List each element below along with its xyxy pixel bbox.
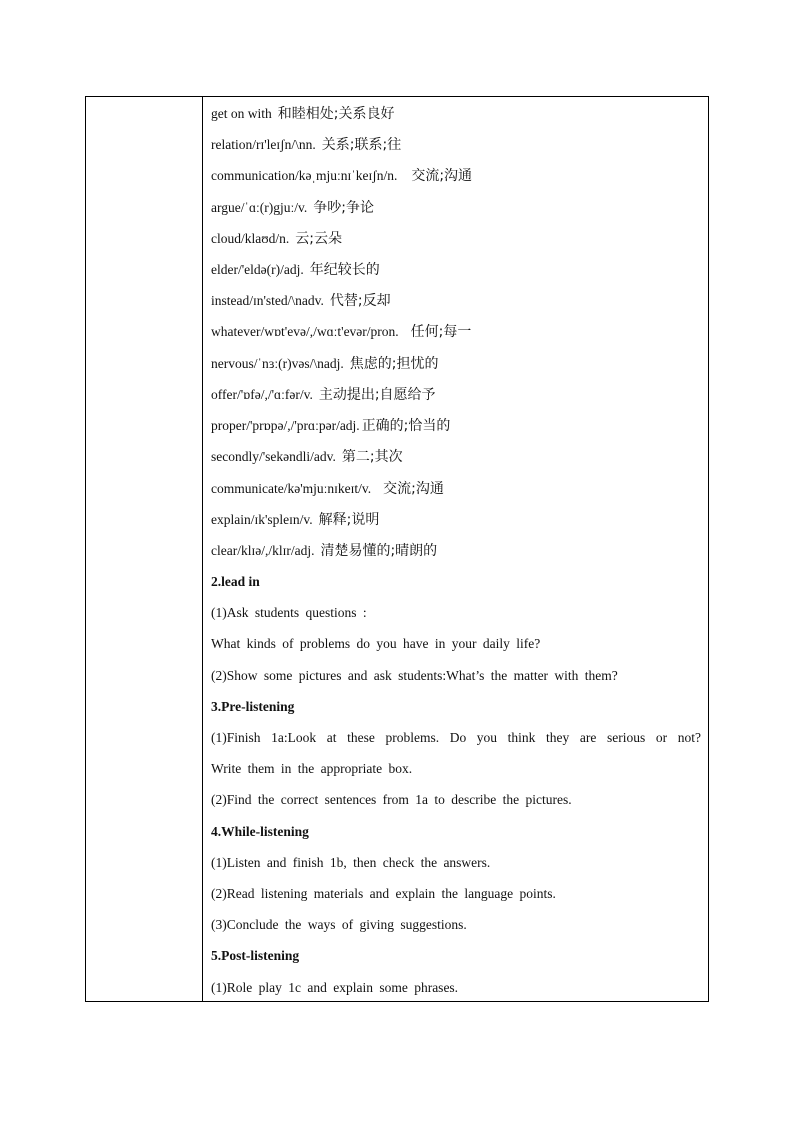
vocab-meaning: 年纪较长的 xyxy=(309,262,380,278)
vocab-item xyxy=(211,323,471,341)
vocab-term: communicate/kə'mjuːnɪkeɪt/v. xyxy=(211,481,372,496)
section-heading: 3.Pre-listening xyxy=(211,699,295,714)
while-listening-item: (2)Read listening materials and explain the language points. xyxy=(211,886,556,901)
vocab-meaning: 争吵;争论 xyxy=(313,200,374,216)
vocab-item xyxy=(211,386,436,404)
vocab-meaning: 和睦相处;关系良好 xyxy=(277,106,395,122)
section-heading: 5.Post-listening xyxy=(211,948,300,963)
vocab-term: relation/rɪ'leɪʃn/\nn. xyxy=(211,137,316,152)
while-listening-item: (3)Conclude the ways of giving suggestions. xyxy=(211,917,467,932)
vocab-meaning: 任何;每一 xyxy=(410,324,472,340)
vocab-meaning: 云;云朵 xyxy=(295,231,342,247)
left-column-cell xyxy=(86,97,203,1001)
vocab-meaning: 第二;其次 xyxy=(341,449,403,465)
vocab-term: explain/ɪk'spleɪn/v. xyxy=(211,512,313,527)
content-cell xyxy=(203,97,708,1001)
post-listening-item: (1)Role play 1c and explain some phrases. xyxy=(211,980,459,995)
lead-in-item: (2)Show some pictures and ask students:What’s the matter with them? xyxy=(211,668,618,683)
pre-listening-item: (1)Finish 1a:Look at these problems. Do you think they are serious or not? xyxy=(211,730,701,745)
vocab-item xyxy=(211,136,401,154)
vocab-meaning: 交流;沟通 xyxy=(383,481,444,497)
lead-in-item: (1)Ask students questions : xyxy=(211,605,367,620)
vocab-term: whatever/wɒt'evə/,/wɑːt'evər/pron. xyxy=(211,324,399,339)
vocab-item xyxy=(211,417,450,435)
vocab-term: clear/klɪə/,/klɪr/adj. xyxy=(211,543,315,558)
vocab-meaning: 解释;说明 xyxy=(318,512,380,528)
vocab-item xyxy=(211,448,403,466)
while-listening-item: (1)Listen and finish 1b, then check the answers. xyxy=(211,855,491,870)
section-heading: 2.lead in xyxy=(211,574,260,589)
section-heading: 4.While-listening xyxy=(211,824,309,839)
vocab-meaning: 交流;沟通 xyxy=(411,168,473,184)
vocab-item xyxy=(211,355,438,373)
vocab-term: secondly/'sekəndli/adv. xyxy=(211,449,336,464)
vocab-item xyxy=(211,292,391,310)
vocab-item xyxy=(211,105,394,123)
vocab-term: get on with xyxy=(211,106,272,121)
vocab-term: cloud/klaʊd/n. xyxy=(211,231,290,246)
vocab-item xyxy=(211,199,374,217)
vocab-term: proper/'prɒpə/,/'prɑːpər/adj. xyxy=(211,418,360,433)
vocab-meaning: 关系;联系;往 xyxy=(321,137,402,153)
vocab-meaning: 正确的;恰当的 xyxy=(361,418,451,434)
vocab-item xyxy=(211,261,380,279)
vocab-term: offer/'ɒfə/,/'ɑːfər/v. xyxy=(211,387,313,402)
vocab-item xyxy=(211,511,379,529)
lead-in-question: What kinds of problems do you have in your daily life? xyxy=(211,636,541,651)
vocab-item xyxy=(211,230,342,248)
vocab-meaning: 焦虑的;担忧的 xyxy=(349,356,439,372)
pre-listening-item: (2)Find the correct sentences from 1a to describe the pictures. xyxy=(211,792,572,807)
vocab-meaning: 代替;反却 xyxy=(329,293,391,309)
pre-listening-item-cont: Write them in the appropriate box. xyxy=(211,761,413,776)
lesson-table xyxy=(85,96,709,1002)
vocab-term: communication/kəˌmjuːnɪˈkeɪʃn/n. xyxy=(211,168,398,183)
vocab-item xyxy=(211,167,472,185)
vocab-term: elder/'eldə(r)/adj. xyxy=(211,262,304,277)
vocab-term: argue/ˈɑː(r)gjuː/v. xyxy=(211,200,308,215)
vocab-term: nervous/ˈnɜː(r)vəs/\nadj. xyxy=(211,356,344,371)
vocab-meaning: 清楚易懂的;晴朗的 xyxy=(320,543,438,559)
vocab-meaning: 主动提出;自愿给予 xyxy=(318,387,436,403)
vocab-term: instead/ɪn'sted/\nadv. xyxy=(211,293,324,308)
vocab-item xyxy=(211,480,444,498)
vocab-item xyxy=(211,542,437,560)
